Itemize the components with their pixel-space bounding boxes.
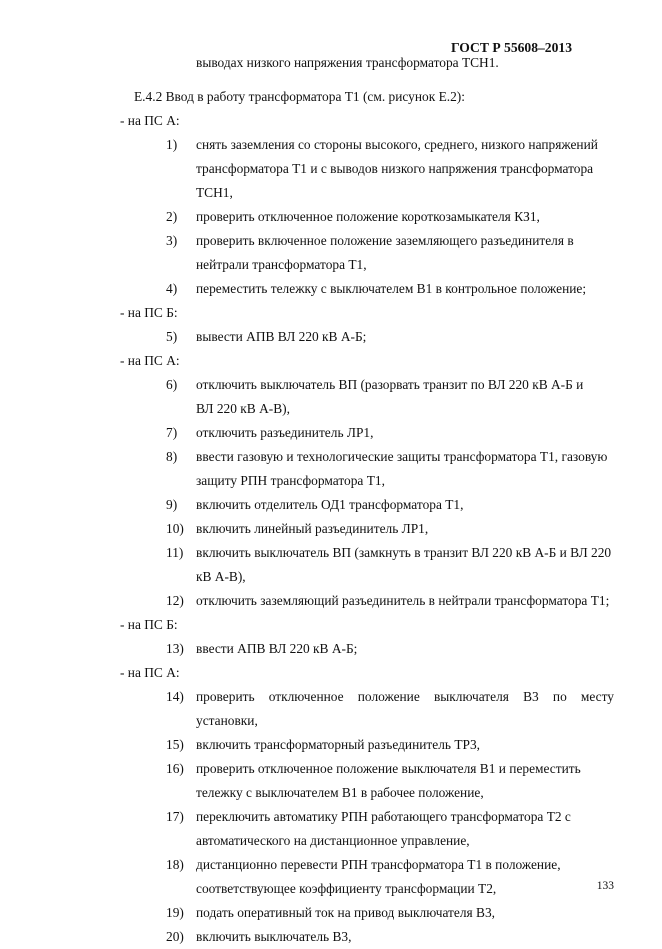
item-text [196, 733, 614, 757]
item-text-line: снять заземления со стороны высокого, среднего, низкого напряжений [196, 137, 598, 152]
section-title: Е.4.2 Ввод в работу трансформатора Т1 (см. рисунок Е.2): [134, 89, 465, 104]
item-text [196, 757, 614, 805]
item-number: 1) [166, 137, 178, 152]
list-item [134, 445, 614, 493]
list-item [134, 805, 614, 853]
item-text-line: включить выключатель ВП (замкнуть в транзит ВЛ 220 кВ А-Б и ВЛ 220 [196, 545, 612, 560]
item-number: 11) [166, 545, 184, 560]
item-text [196, 637, 614, 661]
item-text-line: отключить разъединитель ЛР1, [196, 425, 374, 440]
item-text-line: отключить выключатель ВП (разорвать транзит по ВЛ 220 кВ А-Б и [196, 377, 584, 392]
item-text [196, 229, 614, 277]
item-text-line: дистанционно перевести РПН трансформатора Т1 в положение, [196, 857, 561, 872]
list-item [134, 637, 614, 661]
item-number: 2) [166, 209, 178, 224]
procedure-list [120, 109, 614, 949]
list-item [134, 421, 614, 445]
list-item [134, 853, 614, 901]
item-text [196, 421, 614, 445]
continuation-text: выводах низкого напряжения трансформатора ТСН1. [196, 55, 499, 70]
item-text-line: ввести АПВ ВЛ 220 кВ А-Б; [196, 641, 358, 656]
item-number: 14) [166, 689, 184, 704]
page-number: 133 [596, 880, 614, 892]
item-text [196, 205, 614, 229]
item-text [196, 901, 614, 925]
item-number: 16) [166, 761, 184, 776]
item-text-line: включить отделитель ОД1 трансформатора Т1, [196, 497, 464, 512]
item-text-line: проверить отключенное положение короткозамыкателя КЗ1, [196, 209, 540, 224]
item-number: 4) [166, 281, 178, 296]
item-text [196, 589, 614, 613]
item-text [196, 445, 614, 493]
substation-heading: - на ПС А: [120, 113, 180, 128]
item-text-line: отключить заземляющий разъединитель в нейтрали трансформатора Т1; [196, 593, 610, 608]
item-text-line: подать оперативный ток на привод выключателя В3, [196, 905, 496, 920]
item-text-line: трансформатора Т1 и с выводов низкого напряжения трансформатора [196, 161, 594, 176]
item-text [196, 925, 614, 949]
item-number: 19) [166, 905, 184, 920]
item-text [196, 685, 614, 733]
list-item [134, 733, 614, 757]
list-item [134, 325, 614, 349]
list-item [134, 901, 614, 925]
list-item [134, 517, 614, 541]
item-text-line: соответствующее коэффициенту трансформации Т2, [196, 881, 497, 896]
item-text-line: ввести газовую и технологические защиты трансформатора Т1, газовую [196, 449, 608, 464]
item-text-line: переключить автоматику РПН работающего трансформатора Т2 с [196, 809, 571, 824]
list-item [134, 541, 614, 589]
substation-heading: - на ПС Б: [120, 305, 178, 320]
item-text-line: включить выключатель В3, [196, 929, 352, 944]
item-number: 6) [166, 377, 178, 392]
document-body [120, 51, 614, 949]
substation-heading: - на ПС Б: [120, 617, 178, 632]
item-number: 18) [166, 857, 184, 872]
item-text-line: тележку с выключателем В1 в рабочее положение, [196, 785, 484, 800]
list-item [134, 205, 614, 229]
list-item [134, 757, 614, 805]
list-item [134, 589, 614, 613]
list-item [134, 493, 614, 517]
item-number: 10) [166, 521, 184, 536]
item-text [196, 325, 614, 349]
item-text-line: автоматического на дистанционное управление, [196, 833, 470, 848]
item-text-line: проверить включенное положение заземляющего разъединителя в [196, 233, 574, 248]
item-text-line: нейтрали трансформатора Т1, [196, 257, 367, 272]
item-number: 12) [166, 593, 184, 608]
substation-heading: - на ПС А: [120, 353, 180, 368]
item-text-line: кВ А-В), [196, 569, 246, 584]
item-text-line: проверить отключенное положение выключателя В1 и переместить [196, 761, 581, 776]
item-text [196, 853, 614, 901]
item-number: 17) [166, 809, 184, 824]
item-text [196, 805, 614, 853]
item-text [196, 541, 614, 589]
item-text-line: проверить отключенное положение выключателя В3 по месту установки, [196, 689, 614, 728]
item-text [196, 133, 614, 205]
substation-heading: - на ПС А: [120, 665, 180, 680]
item-text-line: включить трансформаторный разъединитель ТР3, [196, 737, 481, 752]
item-number: 7) [166, 425, 178, 440]
item-text-line: включить линейный разъединитель ЛР1, [196, 521, 429, 536]
item-number: 20) [166, 929, 184, 944]
list-item [134, 925, 614, 949]
item-text-line: защиту РПН трансформатора Т1, [196, 473, 385, 488]
item-text [196, 517, 614, 541]
list-item [134, 373, 614, 421]
list-item [134, 133, 614, 205]
item-text [196, 493, 614, 517]
item-number: 9) [166, 497, 178, 512]
item-number: 13) [166, 641, 184, 656]
item-text-line: переместить тележку с выключателем В1 в контрольное положение; [196, 281, 587, 296]
item-number: 3) [166, 233, 178, 248]
item-text-line: ВЛ 220 кВ А-В), [196, 401, 290, 416]
list-item [134, 277, 614, 301]
list-item [134, 229, 614, 277]
item-text [196, 373, 614, 421]
item-number: 5) [166, 329, 178, 344]
item-text [196, 277, 614, 301]
item-text-line: ТСН1, [196, 185, 233, 200]
item-number: 15) [166, 737, 184, 752]
list-item [134, 685, 614, 733]
document-header: ГОСТ Р 55608–2013 [450, 40, 572, 55]
item-number: 8) [166, 449, 178, 464]
item-text-line: вывести АПВ ВЛ 220 кВ А-Б; [196, 329, 367, 344]
